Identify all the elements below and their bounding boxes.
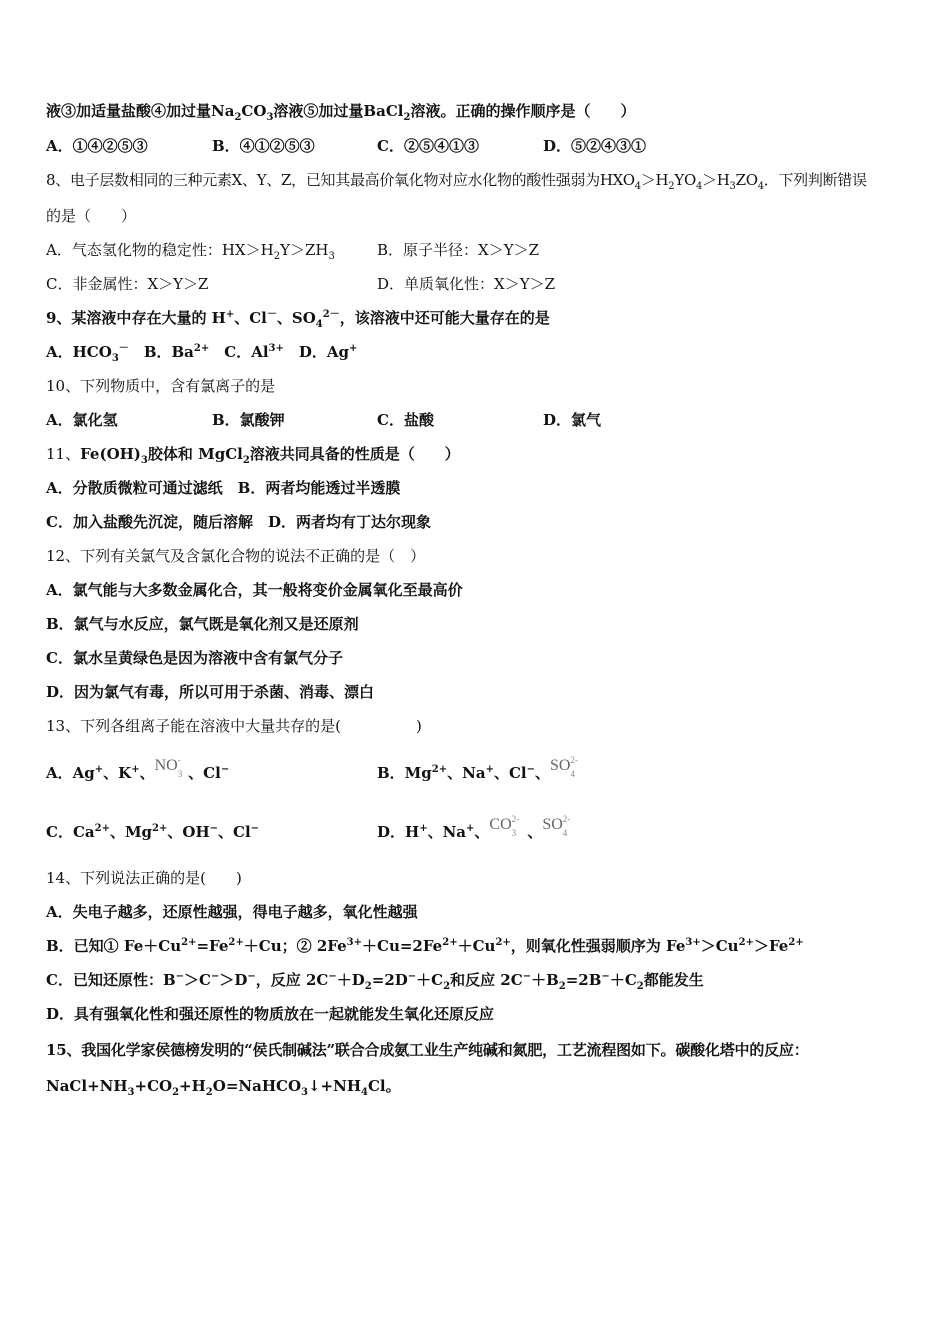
q10-stem: 10、下列物质中，含有氯离子的是 <box>46 377 276 395</box>
q7-stem-continuation: 液③加适量盐酸④加过量$Na_2CO_3$溶液⑤加过量BaCl$_2$溶液。正确的操作顺序是（ ） <box>46 102 636 123</box>
sulfate-ion: SO 2- 4 <box>550 755 578 779</box>
q7-option-c: C．②⑤④①③ <box>377 137 479 155</box>
q12-stem: 12、下列有关氯气及含氯化合物的说法不正确的是（ ） <box>46 547 426 565</box>
q14-option-a: A．失电子越多，还原性越强，得电子越多，氧化性越强 <box>46 903 418 921</box>
q14-option-b: B．已知① $Fe+Cu^{2+}=Fe^{2+}+Cu$；② $2Fe^{3+}+Cu=2Fe^{2+}+Cu^{2+}$，则氧化性强弱顺序为 $Fe^{3+}>Cu^{2+}>Fe^{2+}$ <box>46 937 804 955</box>
q11-options-line2: C．加入盐酸先沉淀，随后溶解 D．两者均有丁达尔现象 <box>46 513 431 531</box>
carbonate-ion: CO 2- 3 <box>489 814 520 838</box>
q11-options-line1: A．分散质微粒可通过滤纸 B．两者均能透过半透膜 <box>46 479 401 497</box>
q8-option-b: B．原子半径：X＞Y＞Z <box>377 241 540 259</box>
q8-option-c: C．非金属性：X＞Y＞Z <box>46 275 209 293</box>
q15-stem: 15、我国化学家侯德榜发明的“侯氏制碱法”联合合成氨工业生产纯碱和氮肥，工艺流程图如下。碳酸化塔中的反应： <box>46 1041 809 1059</box>
q12-option-a: A．氯气能与大多数金属化合，其一般将变价金属氧化至最高价 <box>46 581 463 599</box>
q14-option-d: D．具有强氧化性和强还原性的物质放在一起就能发生氧化还原反应 <box>46 1005 495 1023</box>
q7-option-a: A．①④②⑤③ <box>46 137 148 155</box>
nitrate-ion: NO - 3 <box>154 755 183 779</box>
q9-stem: 9、某溶液中存在大量的 H+、Cl－、$SO_4^{2-}$，该溶液中还可能大量存在的是 <box>46 309 550 330</box>
q10-option-d: D．氯气 <box>543 411 602 429</box>
q8-option-d: D．单质氧化性：X＞Y＞Z <box>377 275 556 293</box>
q12-option-b: B．氯气与水反应，氯气既是氧化剂又是还原剂 <box>46 615 359 633</box>
q10-option-b: B．氯酸钾 <box>212 411 285 429</box>
q15-equation: $NaCl+NH_3+CO_2+H_2O=NaHCO_3↓+NH_4Cl$。 <box>46 1077 401 1098</box>
q13-option-a: A．Ag+、K+、NO - 3 、Cl− <box>46 755 230 782</box>
q13-option-c: C．$Ca^{2+}$、$Mg^{2+}$、OH−、Cl− <box>46 823 260 841</box>
sulfate-ion-2: SO 2- 4 <box>542 814 571 838</box>
q11-stem: 11、$Fe(OH)_3$胶体和 MgCl$_2$溶液共同具备的性质是（ ） <box>46 445 460 466</box>
q8-stem-line2: 的是（ ） <box>46 207 137 225</box>
q7-option-b: B．④①②⑤③ <box>212 137 315 155</box>
q12-option-c: C．氯水呈黄绿色是因为溶液中含有氯气分子 <box>46 649 343 667</box>
q8-option-a: A．气态氢化物的稳定性：$HX>H_2Y>ZH_3$ <box>46 241 335 262</box>
q10-option-a: A．氯化氢 <box>46 411 118 429</box>
q10-option-c: C．盐酸 <box>377 411 434 429</box>
q9-options: A．$HCO_3^-$ B．$Ba^{2+}$ C．$Al^{3+}$ D．Ag+ <box>46 343 358 364</box>
q14-option-c: C．已知还原性：B−＞C−＞D−，反应 $2C^-+D_2=2D^-+C_2$和反应 $2C^-+B_2=2B^-+C_2$都能发生 <box>46 971 704 992</box>
q7-option-d: D．⑤②④③① <box>543 137 647 155</box>
q12-option-d: D．因为氯气有毒，所以可用于杀菌、消毒、漂白 <box>46 683 375 701</box>
q8-stem: 8、电子层数相同的三种元素X、Y、Z，已知其最高价氧化物对应水化物的酸性强弱为$HXO_4>H_2YO_4>H_3ZO_4$．下列判断错误 <box>46 171 867 192</box>
q13-stem: 13、下列各组离子能在溶液中大量共存的是( ) <box>46 717 422 735</box>
q13-option-d: D．H+、Na+、CO 2- 3 、SO 2- 4 <box>377 814 571 841</box>
q14-stem: 14、下列说法正确的是( ) <box>46 869 242 887</box>
q13-option-b: B．$Mg^{2+}$、Na+、Cl−、SO 2- 4 <box>377 755 578 782</box>
